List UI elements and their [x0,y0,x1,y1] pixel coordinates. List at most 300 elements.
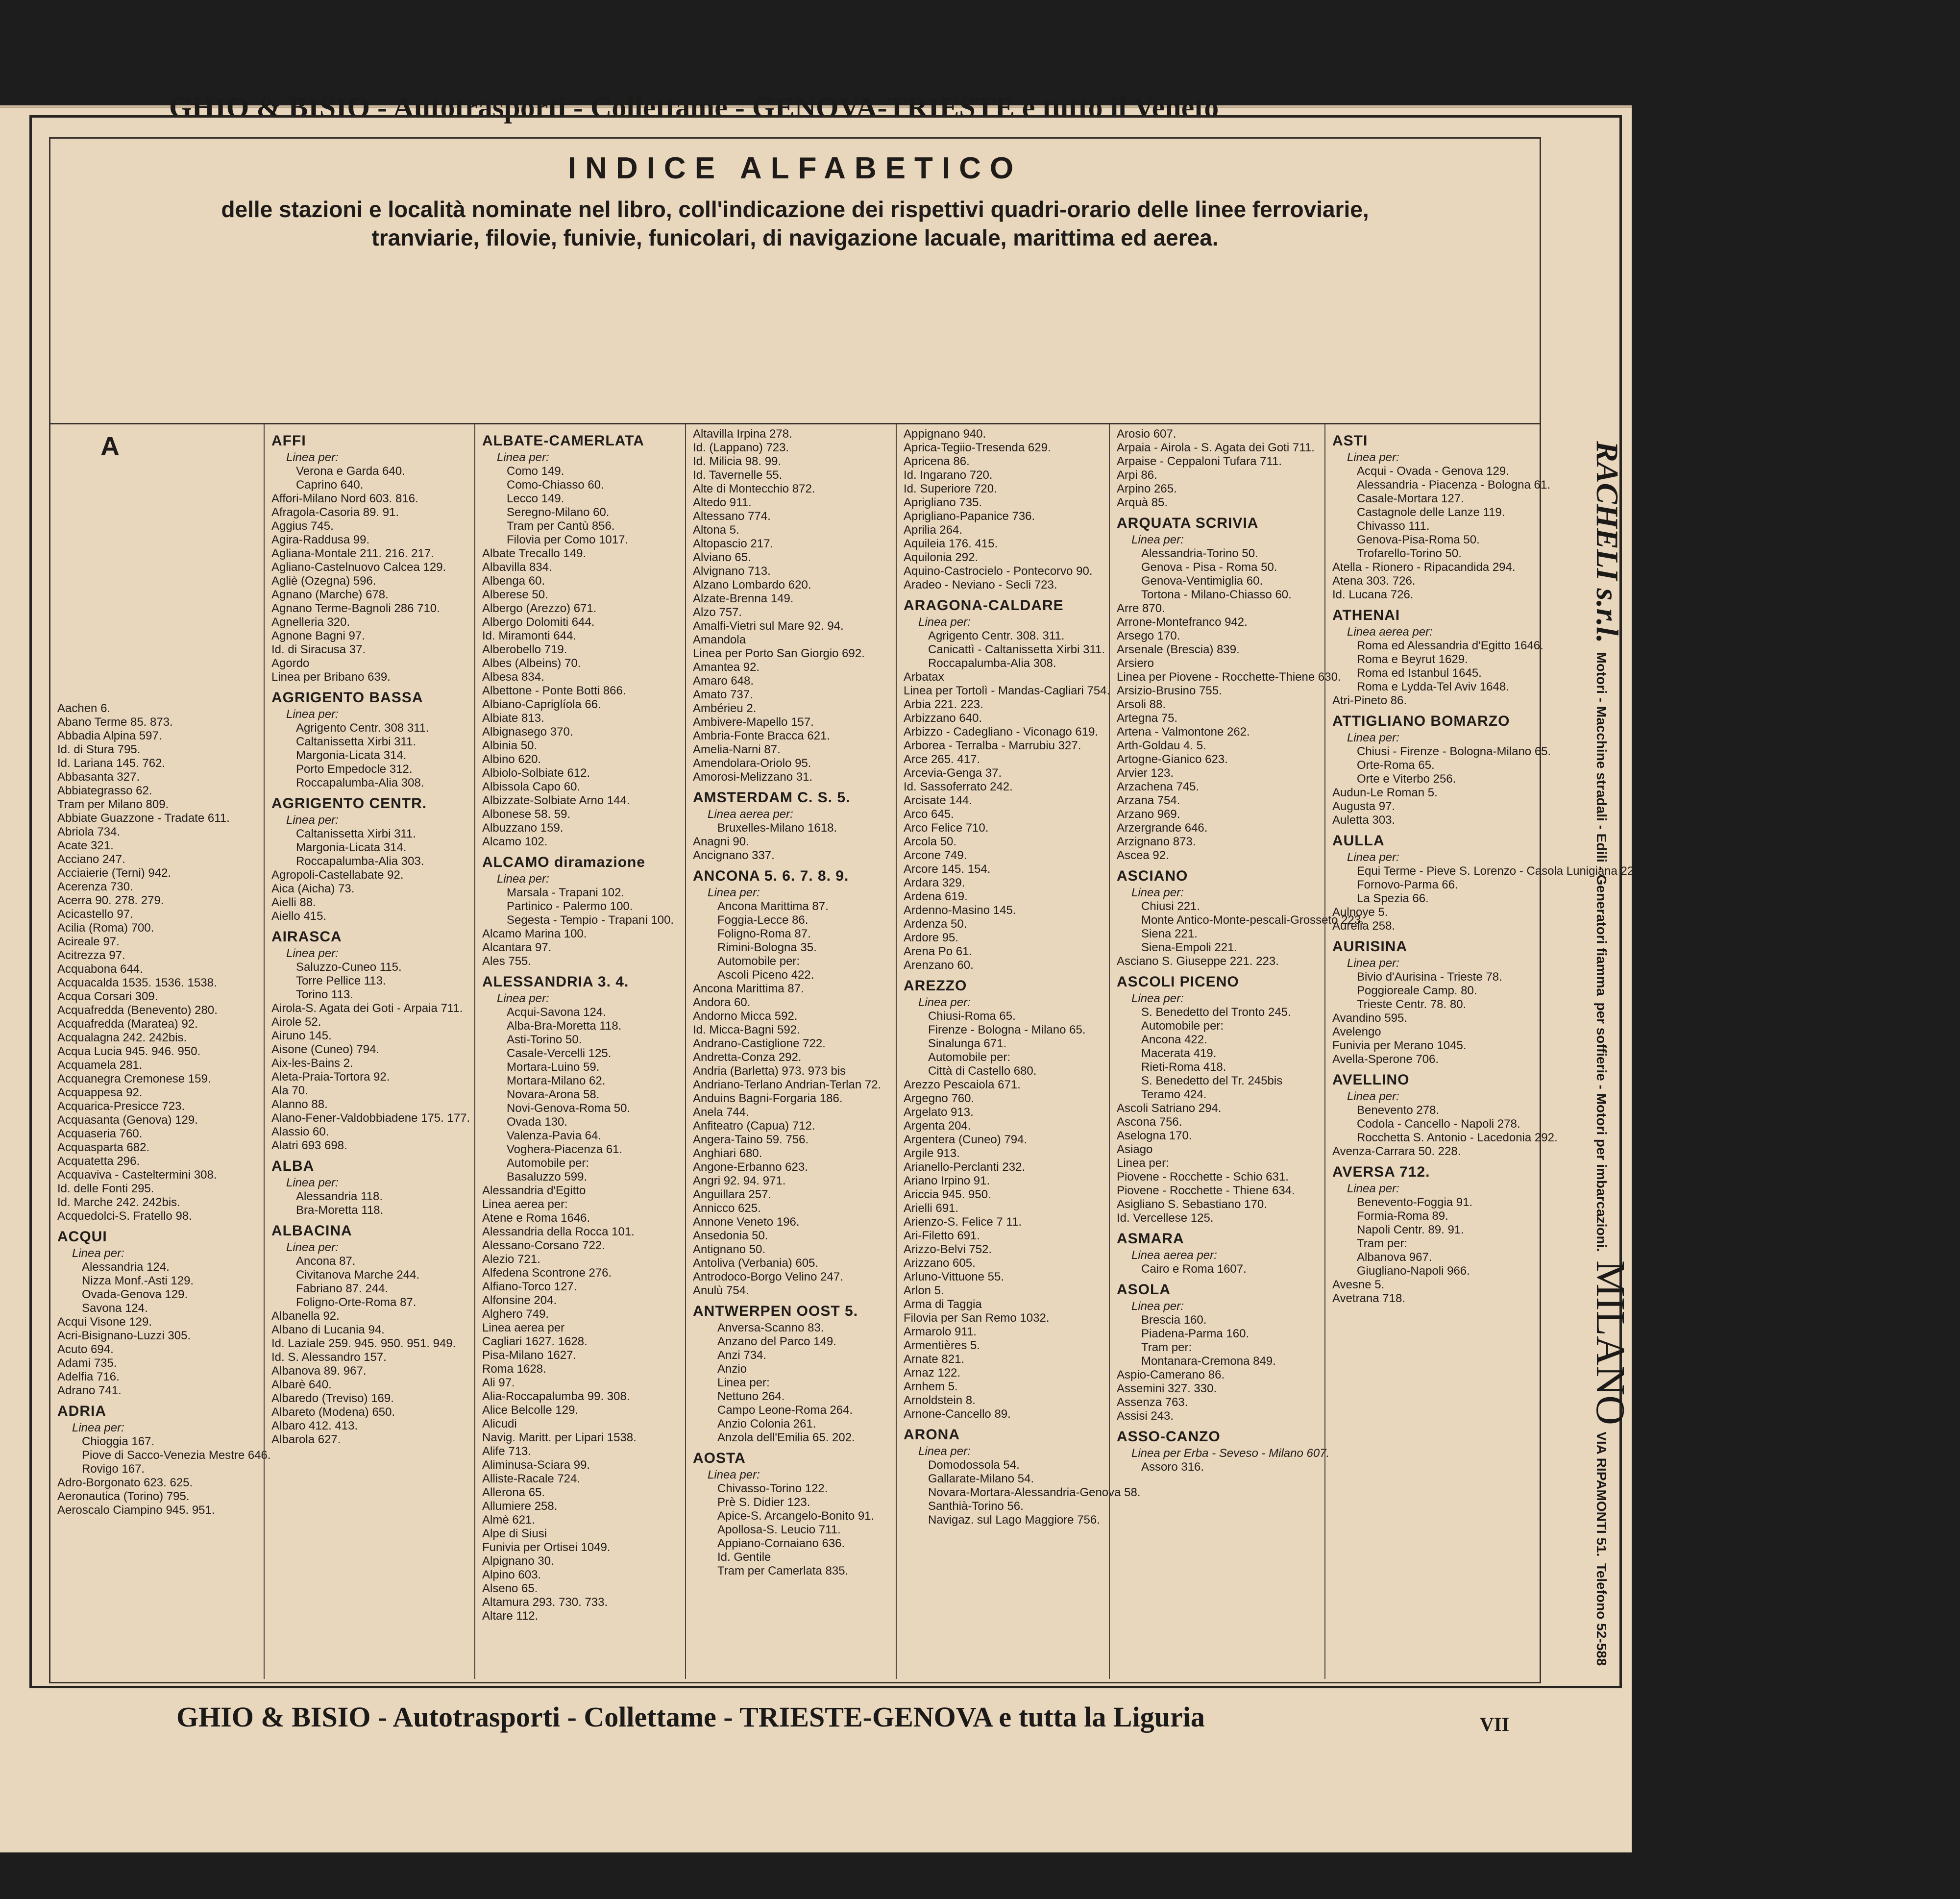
index-entry: Aisone (Cuneo) 794. [271,1043,380,1056]
destination-entry: Anversa-Scanno 83. [717,1321,824,1334]
station-heading: ANTWERPEN OOST 5. [693,1303,858,1319]
index-entry: Albinia 50. [482,739,538,752]
destination-entry: Rocchetta S. Antonio - Lacedonia 292. [1357,1131,1558,1144]
index-entry: Argentera (Cuneo) 794. [904,1133,1028,1146]
index-entry: Argegno 760. [904,1092,975,1105]
index-subtitle [50,195,1540,252]
index-entry: Aradeo - Neviano - Secli 723. [904,578,1057,592]
index-entry: Albettone - Ponte Botti 866. [482,684,626,697]
index-entry: Id. Sassoferrato 242. [904,780,1013,793]
index-entry: Ardore 95. [904,931,959,944]
index-entry: Acicastello 97. [57,908,133,921]
index-entry: Arnoldstein 8. [904,1394,976,1407]
sidebar-line [1587,441,1634,1666]
destination-entry: Acqui - Ovada - Genova 129. [1357,465,1509,478]
destination-entry: Roma e Beyrut 1629. [1357,653,1468,666]
index-entry: Arosio 607. [1117,427,1176,441]
index-entry: Aachen 6. [57,702,111,715]
sidebar-address-1: VIA RIPAMONTI 51. [1594,1431,1609,1557]
index-entry: Alessano-Corsano 722. [482,1239,605,1252]
index-entry: Agropoli-Castellabate 92. [271,868,404,882]
destination-entry: Fornovo-Parma 66. [1357,878,1458,891]
index-entry: Avetrana 718. [1332,1292,1406,1305]
index-entry: Ambérieu 2. [693,702,757,715]
destination-entry: Rovigo 167. [82,1462,145,1476]
destination-entry: Orte e Viterbo 256. [1357,772,1456,786]
index-entry: Alfonsine 204. [482,1294,557,1307]
index-entry: Andriano-Terlano Andrian-Terlan 72. [693,1078,882,1091]
index-entry: Id. Miramonti 644. [482,629,577,642]
index-entry: Ardenza 50. [904,917,967,931]
index-entry: Andora 60. [693,996,751,1009]
destination-entry: Prè S. Didier 123. [717,1496,810,1509]
destination-entry: Napoli Centr. 89. 91. [1357,1223,1464,1236]
line-label: Linea per: [708,886,760,899]
index-entry: Aspio-Camerano 86. [1117,1368,1225,1381]
destination-entry: Campo Leone-Roma 264. [717,1404,853,1417]
index-entry: Albiate 813. [482,712,544,725]
destination-entry: Roccapalumba-Alia 308. [928,657,1056,670]
index-entry: Id. Micca-Bagni 592. [693,1023,800,1036]
index-entry: Aquileia 176. 415. [904,537,998,550]
index-entry: Aeroscalo Ciampino 945. 951. [57,1504,215,1517]
index-entry: Agnano Terme-Bagnoli 286 710. [271,602,440,615]
index-entry: Albuzzano 159. [482,821,564,835]
index-entry: Id. Lucana 726. [1332,588,1414,601]
destination-entry: Piadena-Parma 160. [1141,1327,1250,1340]
index-entry: Ardenno-Masino 145. [904,904,1016,917]
index-entry: Arpi 86. [1117,469,1157,482]
destination-entry: Apollosa-S. Leucio 711. [717,1523,841,1536]
station-heading: AIRASCA [271,929,342,945]
index-entry: Albareto (Modena) 650. [271,1406,395,1419]
index-entry: Acri-Bisignano-Luzzi 305. [57,1329,191,1342]
index-entry: Aix-les-Bains 2. [271,1057,353,1070]
index-entry: Aprilia 264. [904,523,963,537]
destination-entry: Lecco 149. [507,492,564,505]
index-entry: Alessandria d'Egitto [482,1184,586,1197]
destination-entry: Chiusi - Firenze - Bologna-Milano 65. [1357,745,1551,758]
index-entry: Alliste-Racale 724. [482,1472,581,1485]
destination-entry: Como-Chiasso 60. [507,478,604,492]
destination-entry: Agrigento Centr. 308. 311. [928,629,1065,642]
index-entry: Ariccia 945. 950. [904,1188,991,1201]
destination-entry: Valenza-Pavia 64. [507,1129,602,1142]
index-entry: Avella-Sperone 706. [1332,1053,1439,1066]
line-label: Linea per: [1347,851,1399,864]
destination-entry: Alessandria-Torino 50. [1141,547,1258,560]
destination-entry: Porto Empedocle 312. [296,763,413,776]
index-entry: Antoliva (Verbania) 605. [693,1257,819,1270]
destination-entry: Seregno-Milano 60. [507,506,610,519]
destination-entry: Acqui-Savona 124. [507,1006,606,1019]
index-entry: Ancona Marittima 87. [693,982,804,995]
destination-entry: Filovia per Como 1017. [507,533,629,546]
index-entry: Albonese 58. 59. [482,808,571,821]
index-entry: Acqui Visone 129. [57,1315,152,1329]
index-entry: Albignasego 370. [482,725,573,739]
station-heading: ARONA [904,1427,960,1443]
index-entry: Arpaise - Ceppaloni Tufara 711. [1117,455,1282,468]
line-label: Linea per: [1347,451,1399,464]
line-label: Linea per: [1131,886,1184,899]
index-entry: Arcola 50. [904,835,957,848]
line-label: Linea per: [1347,731,1399,744]
line-label: Linea per Erba - Seveso - Milano 607. [1131,1447,1330,1460]
index-entry: Arsoli 88. [1117,698,1166,711]
destination-entry: Torino 113. [296,988,353,1001]
index-entry: Atene e Roma 1646. [482,1211,590,1225]
index-entry: Navig. Maritt. per Lipari 1538. [482,1431,637,1444]
index-entry: Arbatax [904,670,944,684]
index-entry: Armarolo 911. [904,1325,977,1338]
destination-entry: Foligno-Roma 87. [717,927,811,940]
destination-entry: Chioggia 167. [82,1435,155,1448]
destination-entry: Castagnole delle Lanze 119. [1357,506,1505,519]
index-entry: Tram per Milano 809. [57,798,169,811]
index-entry: Amelia-Narni 87. [693,743,781,756]
index-entry: Arlon 5. [904,1284,944,1297]
sidebar-advert [1566,441,1644,1666]
station-heading: ATHENAI [1332,607,1400,623]
destination-entry: Caltanissetta Xirbi 311. [296,735,416,748]
destination-entry: Verona e Garda 640. [296,465,405,478]
destination-entry: Tram per: [1357,1237,1408,1250]
index-entry: Andorno Micca 592. [693,1010,798,1023]
index-entry: Acciaierie (Terni) 942. [57,866,172,880]
index-entry: Avenza-Carrara 50. 228. [1332,1145,1461,1158]
line-label: Linea per: [286,947,339,960]
destination-entry: Foggia-Lecce 86. [717,913,808,927]
index-entry: Anagni 90. [693,835,749,848]
index-entry: Alpe di Siusi [482,1527,547,1540]
index-entry: Piovene - Rocchette - Schio 631. [1117,1170,1289,1184]
destination-entry: Automobile per: [717,955,800,968]
index-entry: Arsenale (Brescia) 839. [1117,643,1240,656]
destination-entry: Ancona Marittima 87. [717,900,829,913]
destination-entry: Alessandria 118. [296,1190,383,1203]
index-entry: Avandino 595. [1332,1011,1408,1025]
index-entry: Anghiari 680. [693,1147,762,1160]
index-entry: Alano-Fener-Valdobbiadene 175. 177. [271,1111,470,1125]
line-label: Linea per: [1131,1300,1184,1313]
index-entry: Linea aerea per [482,1321,565,1334]
index-entry: Altavilla Irpina 278. [693,427,792,441]
index-entry: Acireale 97. [57,935,120,948]
index-entry: Anguillara 257. [693,1188,772,1201]
index-entry: Alessandria della Rocca 101. [482,1225,635,1238]
index-entry: Arvier 123. [1117,766,1174,780]
destination-entry: Tram per: [1141,1341,1192,1354]
station-heading: AFFI [271,433,306,449]
destination-entry: Marsala - Trapani 102. [507,886,625,899]
destination-entry: Casale-Mortara 127. [1357,492,1464,505]
index-entry: Id. di Siracusa 37. [271,643,366,656]
index-entry: Augusta 97. [1332,800,1396,813]
index-entry: Agliè (Ozegna) 596. [271,574,376,588]
column-spacer [57,427,258,702]
index-entry: Arzachena 745. [1117,780,1200,793]
index-entry: Andria (Barletta) 973. 973 bis [693,1064,846,1078]
destination-entry: Ancona 87. [296,1255,356,1268]
destination-entry: Alessandria 124. [82,1260,170,1274]
destination-entry: Caltanissetta Xirbi 311. [296,827,416,840]
index-entry: Altona 5. [693,523,739,537]
index-entry: Aprigliano 735. [904,496,982,509]
index-entry: Acquarica-Presicce 723. [57,1100,185,1113]
index-entry: Alatri 693 698. [271,1139,347,1152]
destination-entry: Canicattì - Caltanissetta Xirbi 311. [928,643,1105,656]
destination-entry: Gallarate-Milano 54. [928,1472,1034,1485]
index-entry: Id. Milicia 98. 99. [693,455,782,468]
destination-entry: Tram per Cantù 856. [507,519,615,533]
index-entry: Albiano-Capriglíola 66. [482,698,601,711]
index-entry: Piovene - Rocchette - Thiene 634. [1117,1184,1295,1197]
sidebar-products-1: Motori - Macchine stradali - Edili - Generatori fiamma [1594,652,1609,996]
index-entry: Alia-Roccapalumba 99. 308. [482,1390,630,1403]
index-entry: Albergo Dolomiti 644. [482,616,595,629]
line-label: Linea per: [286,708,339,721]
station-heading: AURISINA [1332,938,1408,955]
destination-entry: Poggioreale Camp. 80. [1357,984,1477,997]
index-entry: Ambria-Fonte Bracca 621. [693,729,831,742]
index-entry: Agordo [271,657,310,670]
index-entry: Aeronautica (Torino) 795. [57,1490,190,1503]
station-heading: ADRIA [57,1403,106,1419]
line-label: Linea per: [918,1445,971,1458]
index-entry: Annicco 625. [693,1202,761,1215]
index-entry: Aprica-Tegiio-Tresenda 629. [904,441,1051,454]
destination-entry: Equi Terme - Pieve S. Lorenzo - Casola Lunigiana 225. [1357,864,1644,878]
destination-entry: Montanara-Cremona 849. [1141,1355,1276,1368]
station-heading: ASCIANO [1117,868,1188,884]
index-entry: Albarè 640. [271,1378,332,1391]
index-entry: Anulù 754. [693,1284,749,1297]
index-entry: Allumiere 258. [482,1500,558,1513]
index-entry: Arsiero [1117,657,1154,670]
destination-entry: Giugliano-Napoli 966. [1357,1264,1470,1278]
index-entry: Assenza 763. [1117,1396,1188,1409]
index-entry: Anela 744. [693,1106,749,1119]
index-entry: Adami 735. [57,1356,117,1370]
index-entry: Aquino-Castrocielo - Pontecorvo 90. [904,565,1093,578]
index-entry: Aulnoye 5. [1332,906,1388,919]
station-heading: ASSO-CANZO [1117,1429,1221,1445]
section-letter: A [100,432,120,461]
destination-entry: Novi-Genova-Roma 50. [507,1102,631,1115]
destination-entry: Id. Gentile [717,1551,771,1564]
index-entry: Albissola Capo 60. [482,780,581,793]
index-entry: Arizzano 605. [904,1257,976,1270]
index-entry: Almè 621. [482,1513,536,1527]
destination-entry: Codola - Cancello - Napoli 278. [1357,1117,1520,1131]
index-entry: Albanella 92. [271,1309,340,1323]
index-entry: Albino 620. [482,753,541,766]
destination-entry: Ancona 422. [1141,1033,1207,1046]
index-entry: Altamura 293. 730. 733. [482,1596,608,1609]
line-label: Linea aerea per: [708,808,793,821]
index-entry: Asigliano S. Sebastiano 170. [1117,1198,1267,1211]
index-entry: Armentières 5. [904,1339,980,1352]
index-entry: Amorosi-Melizzano 31. [693,770,813,784]
index-entry: Airola-S. Agata dei Goti - Arpaia 711. [271,1002,463,1015]
index-title: INDICE ALFABETICO [567,151,1023,185]
index-entry: Alicudi [482,1417,517,1430]
index-entry: Arnhem 5. [904,1380,958,1393]
index-entry: Arnaz 122. [904,1366,961,1380]
index-entry: Arbizzano 640. [904,712,982,725]
index-entry: Ascea 92. [1117,849,1169,862]
line-label: Linea per: [286,1176,339,1189]
destination-entry: Assoro 316. [1141,1460,1204,1474]
line-label: Linea per: [286,814,339,827]
destination-entry: Foligno-Orte-Roma 87. [296,1296,416,1309]
index-entry: Agnone Bagni 97. [271,629,365,642]
index-entry: Alezio 721. [482,1253,540,1266]
destination-entry: Monte Antico-Monte-pescali-Grosseto 223. [1141,913,1364,927]
index-entry: Annone Veneto 196. [693,1215,800,1229]
index-entry: Acquedolci-S. Fratello 98. [57,1209,192,1223]
index-entry: Alberobello 719. [482,643,567,656]
destination-entry: Alba-Bra-Moretta 118. [507,1019,622,1033]
index-entry: Acitrezza 97. [57,949,125,962]
index-entry: Acquasanta (Genova) 129. [57,1113,198,1127]
index-entry: Abbasanta 327. [57,770,140,784]
destination-entry: Cairo e Roma 1607. [1141,1262,1247,1276]
index-entry: Asiago [1117,1143,1153,1156]
destination-entry: Mortara-Milano 62. [507,1074,606,1087]
index-entry: Id. Lariana 145. 762. [57,757,166,770]
index-entry: Arth-Goldau 4. 5. [1117,739,1206,752]
destination-entry: Genova-Ventimiglia 60. [1141,574,1263,588]
index-entry: Arnate 821. [904,1353,965,1366]
index-entry: Acerra 90. 278. 279. [57,894,164,907]
index-entry: Alfedena Scontrone 276. [482,1266,612,1280]
index-entry: Amendolara-Oriolo 95. [693,757,811,770]
destination-entry: Anzano del Parco 149. [717,1335,836,1348]
destination-entry: Roccapalumba-Alia 303. [296,855,424,868]
index-entry: Alviano 65. [693,551,751,564]
index-entry: Alseno 65. [482,1582,538,1595]
index-entry: Ardara 329. [904,876,965,889]
index-entry: Artogne-Gianico 623. [1117,753,1228,766]
destination-entry: Automobile per: [507,1157,589,1170]
station-heading: AULLA [1332,833,1385,849]
index-entry: Id. (Lappano) 723. [693,441,789,454]
index-entry: Filovia per San Remo 1032. [904,1311,1050,1325]
index-entry: Alzate-Brenna 149. [693,592,794,605]
index-entry: Amalfi-Vietri sul Mare 92. 94. [693,619,844,633]
destination-entry: Macerata 419. [1141,1047,1217,1060]
destination-entry: Roma ed Alessandria d'Egitto 1646. [1357,639,1544,652]
index-entry: Altedo 911. [693,496,752,509]
index-entry: Atena 303. 726. [1332,574,1416,588]
index-entry: Amaro 648. [693,674,754,688]
destination-entry: Automobile per: [928,1051,1011,1064]
index-entry: Avelengo [1332,1025,1381,1038]
index-entry: Arena Po 61. [904,945,973,958]
index-entry: Id. di Stura 795. [57,743,141,756]
index-entry: Arborea - Terralba - Marrubiu 327. [904,739,1081,752]
index-entry: Arielli 691. [904,1202,959,1215]
index-entry: Alzano Lombardo 620. [693,578,811,592]
index-entry: Arzano 969. [1117,808,1180,821]
index-entry: Arcore 145. 154. [904,863,991,876]
line-label: Linea aerea per: [1347,625,1433,639]
index-entry: Id. Superiore 720. [904,482,997,495]
destination-entry: Margonia-Licata 314. [296,841,407,854]
destination-entry: Trofarello-Torino 50. [1357,547,1462,560]
index-entry: Arpaia - Airola - S. Agata dei Goti 711. [1117,441,1315,454]
destination-entry: Anzio Colonia 261. [717,1417,816,1430]
index-entry: Arizzo-Belvi 752. [904,1243,992,1256]
destination-entry: Roccapalumba-Alia 308. [296,776,424,789]
destination-entry: Anzola dell'Emilia 65. 202. [717,1431,855,1444]
index-entry: Roma 1628. [482,1362,546,1376]
destination-entry: Fabriano 87. 244. [296,1282,389,1295]
destination-entry: Automobile per: [1141,1019,1224,1033]
index-entry: Arre 870. [1117,602,1165,615]
station-heading: ALBACINA [271,1223,352,1239]
index-entry: Acquamela 281. [57,1059,143,1072]
station-heading: AREZZO [904,978,967,994]
index-entry: Affori-Milano Nord 603. 816. [271,492,418,505]
index-entry: Aselogna 170. [1117,1129,1192,1142]
index-entry: Amato 737. [693,688,753,701]
station-heading: AMSTERDAM C. S. 5. [693,789,851,806]
index-entry: Arsizio-Brusino 755. [1117,684,1222,697]
station-heading: ARAGONA-CALDARE [904,597,1064,614]
index-entry: Albiolo-Solbiate 612. [482,766,590,780]
index-entry: Adelfia 716. [57,1370,120,1383]
index-entry: Arnone-Cancello 89. [904,1407,1011,1421]
index-entry: Asciano S. Giuseppe 221. 223. [1117,955,1279,968]
index-entry: Arienzo-S. Felice 7 11. [904,1215,1022,1229]
index-entry: Aliminusa-Sciara 99. [482,1458,590,1472]
index-entry: Adro-Borgonato 623. 625. [57,1476,193,1489]
index-entry: Albaro 412. 413. [271,1419,358,1432]
destination-entry: Ovada 130. [507,1115,568,1129]
index-entry: Id. Tavernelle 55. [693,469,783,482]
index-entry: Allerona 65. [482,1486,545,1499]
index-entry: Albano di Lucania 94. [271,1323,385,1336]
index-entry: Linea per Piovene - Rocchette-Thiene 630. [1117,670,1341,684]
destination-entry: Voghera-Piacenza 61. [507,1143,623,1156]
index-entry: Acerenza 730. [57,880,133,893]
destination-entry: Chiusi-Roma 65. [928,1010,1016,1023]
index-entry: Arenzano 60. [904,959,974,972]
destination-entry: Anzi 734. [717,1349,767,1362]
index-entry: Agira-Raddusa 99. [271,533,370,546]
destination-entry: Savona 124. [82,1302,148,1315]
index-entry: Arco Felice 710. [904,821,989,835]
index-entry: Id. Ingarano 720. [904,469,993,482]
destination-entry: Alessandria - Piacenza - Bologna 61. [1357,478,1550,492]
index-entry: Andrano-Castiglione 722. [693,1037,826,1050]
station-heading: ASOLA [1117,1282,1171,1298]
destination-entry: Domodossola 54. [928,1458,1020,1472]
index-entry: Atri-Pineto 86. [1332,694,1407,707]
index-entry: Arzana 754. [1117,794,1180,807]
index-entry: Arezzo Pescaiola 671. [904,1078,1021,1091]
destination-entry: Albanova 967. [1357,1251,1432,1264]
destination-entry: Asti-Torino 50. [507,1033,582,1046]
index-entry: Arzergrande 646. [1117,821,1208,835]
index-entry: Aiello 415. [271,910,327,923]
destination-entry: Segesta - Tempio - Trapani 100. [507,913,674,927]
index-entry: Albanova 89. 967. [271,1364,367,1378]
destination-entry: Roma ed Istanbul 1645. [1357,666,1482,680]
